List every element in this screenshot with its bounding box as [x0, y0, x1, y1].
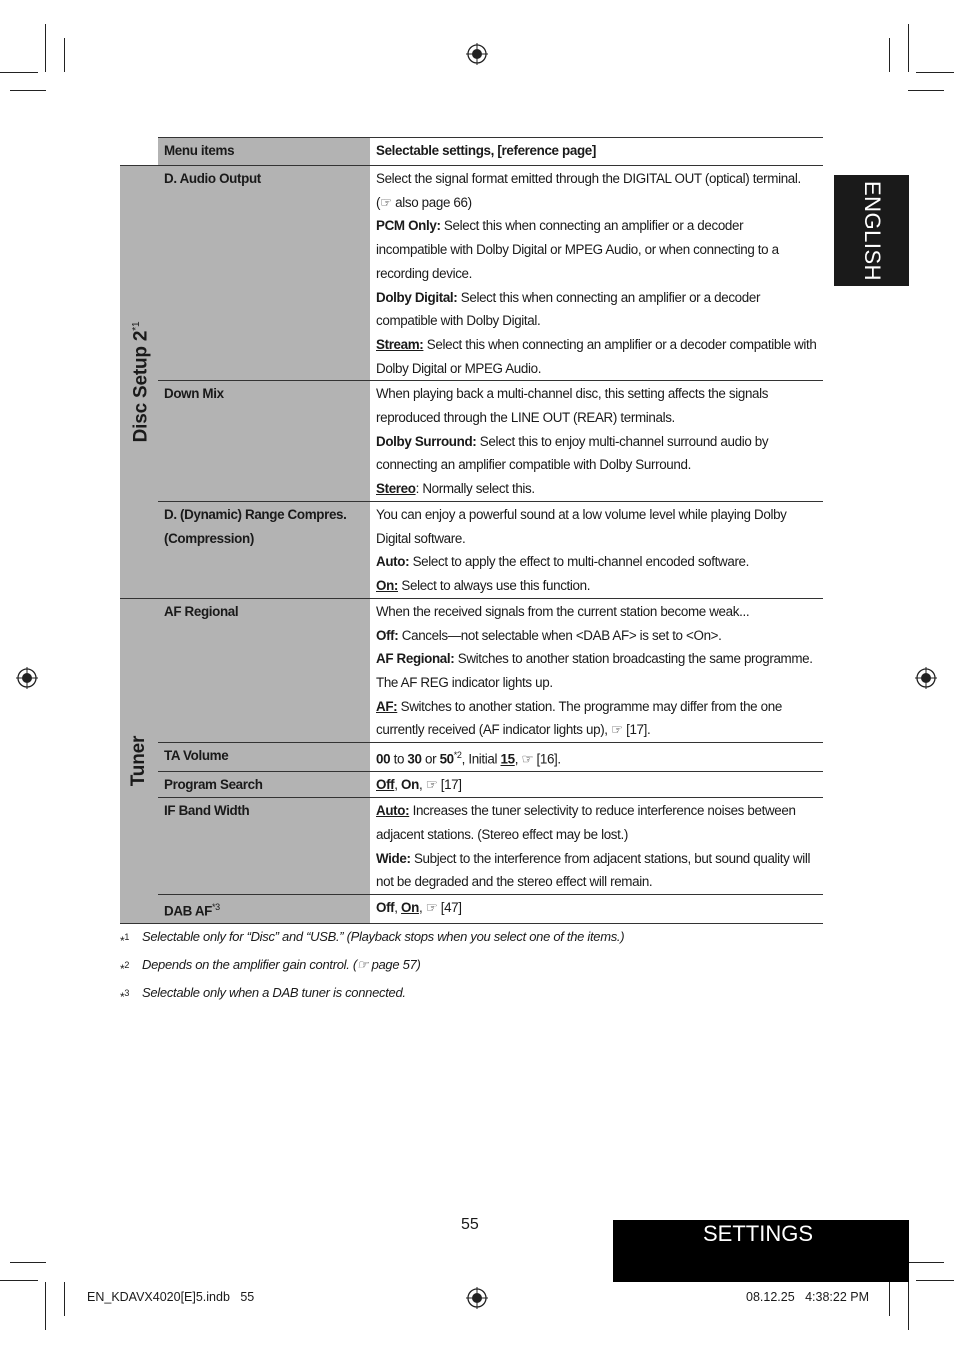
language-tab [834, 175, 909, 286]
table-row [120, 895, 823, 924]
description-text: Select the signal format emitted through the DIGITAL OUT (optical) terminal. (☞ also page 66) [376, 171, 801, 210]
table-row [120, 743, 823, 772]
registration-mark-icon [915, 667, 937, 689]
settings-af-regional [370, 598, 823, 742]
page-number: 55 [461, 1216, 479, 1233]
crop-mark [908, 90, 944, 91]
footnote: *$^1$ Selectable only for “Disc” and “USB.” (Playback stops when you select one of the items.) [120, 929, 625, 948]
settings-if-band-width [370, 798, 823, 895]
option-text: On: Select to always use this function. [376, 577, 591, 593]
table-row [120, 501, 823, 598]
menu-item-if-band-width: IF Band Width [158, 798, 370, 895]
settings-ta-volume: 00 to 30 or 50$^{*2}$, Initial 15, ☞ [16]. [370, 743, 823, 772]
section-title-bar [613, 1220, 909, 1282]
settings-down-mix [370, 381, 823, 502]
crop-mark [908, 1262, 944, 1263]
header-blank-cell [120, 138, 158, 166]
footnote: *$^3$ Selectable only when a DAB tuner is connected. [120, 985, 406, 1004]
table-row [120, 772, 823, 798]
table-row [120, 798, 823, 895]
menu-item-down-mix: Down Mix [158, 381, 370, 502]
option-text: Auto: Select to apply the effect to multi-channel encoded software. [376, 554, 750, 570]
option-text: Dolby Digital: Select this when connecting an amplifier or a decoder compatible with Dolby Digital. [376, 289, 761, 329]
group-tuner [120, 598, 158, 924]
menu-item-ta-volume: TA Volume [158, 743, 370, 772]
crop-mark [908, 24, 909, 72]
option-text: Off: Cancels—not selectable when <DAB AF> is set to <On>. [376, 627, 722, 643]
option-text: AF Regional: Switches to another station broadcasting the same programme. The AF REG indicator lights up. [376, 651, 813, 690]
crop-mark [916, 72, 954, 73]
option-text: Wide: Subject to the interference from adjacent stations, but sound quality will not be degraded and the stereo effect will remain. [376, 850, 811, 890]
option-text: Stereo: Normally select this. [376, 481, 535, 497]
crop-mark [45, 1282, 46, 1330]
table-row [120, 598, 823, 742]
description-text: When the received signals from the current station become weak... [376, 603, 750, 619]
crop-mark [45, 24, 46, 72]
crop-mark [10, 1262, 46, 1263]
registration-mark-icon [466, 1287, 488, 1309]
option-text: Stream: Select this when connecting an amplifier or a decoder compatible with Dolby Digital or MPEG Audio. [376, 336, 817, 376]
crop-mark [64, 1282, 65, 1316]
description-text: You can enjoy a powerful sound at a low volume level while playing Dolby Digital software. [376, 506, 787, 546]
table-row [120, 381, 823, 502]
crop-mark [64, 38, 65, 72]
settings-dab-af: Off, On, ☞ [47] [370, 895, 823, 924]
settings-audio-output [370, 166, 823, 381]
table-header-row [120, 138, 823, 166]
group-disc-setup [120, 166, 158, 599]
option-text: PCM Only: Select this when connecting an amplifier or a decoder incompatible with Dolby Digital or MPEG Audio, or when connecting to a recording device. [376, 218, 779, 281]
menu-item-af-regional: AF Regional [158, 598, 370, 742]
header-menu-items: Menu items [158, 138, 370, 166]
group-tuner-label: Tuner [128, 735, 150, 787]
crop-mark [889, 1282, 890, 1316]
crop-mark [908, 1282, 909, 1330]
crop-mark [0, 1280, 38, 1281]
print-footer-file: EN_KDAVX4020[E]5.indb 55 [87, 1290, 255, 1304]
print-footer-timestamp: 08.12.25 4:38:22 PM [746, 1290, 870, 1304]
menu-item-audio-output: D. Audio Output [158, 166, 370, 381]
settings-table [120, 137, 823, 924]
menu-item-program-search: Program Search [158, 772, 370, 798]
crop-mark [889, 38, 890, 72]
menu-item-range-compres: D. (Dynamic) Range Compres. (Compression) [158, 501, 370, 598]
registration-mark-icon [466, 43, 488, 65]
menu-item-dab-af: DAB AF$^{*3}$ [158, 895, 370, 924]
header-selectable-settings: Selectable settings, [reference page] [370, 138, 823, 166]
settings-program-search: Off, On, ☞ [17] [370, 772, 823, 798]
option-text: AF: Switches to another station. The programme may differ from the one currently received (AF indicator lights up), ☞ [17]. [376, 698, 782, 738]
table-row [120, 166, 823, 381]
description-text: When playing back a multi-channel disc, this setting affects the signals reproduced through the LINE OUT (REAR) terminals. [376, 386, 769, 426]
footnote: *$^2$ Depends on the amplifier gain control. (☞ page 57) [120, 957, 421, 976]
section-title: SETTINGS [703, 1221, 814, 1246]
group-disc-setup-label: Disc Setup 2$^{*1}$ [130, 321, 152, 443]
option-text: Dolby Surround: Select this to enjoy multi-channel surround audio by connecting an amplifier compatible with Dolby Surround. [376, 433, 769, 473]
registration-mark-icon [16, 667, 38, 689]
language-tab-label: ENGLISH [859, 180, 885, 281]
crop-mark [10, 90, 46, 91]
crop-mark [0, 72, 38, 73]
settings-range-compres [370, 501, 823, 598]
crop-mark [916, 1280, 954, 1281]
option-text: Auto: Increases the tuner selectivity to reduce interference noises between adjacent stations. (Stereo effect may be lost.) [376, 803, 796, 842]
footnotes [120, 925, 840, 1009]
